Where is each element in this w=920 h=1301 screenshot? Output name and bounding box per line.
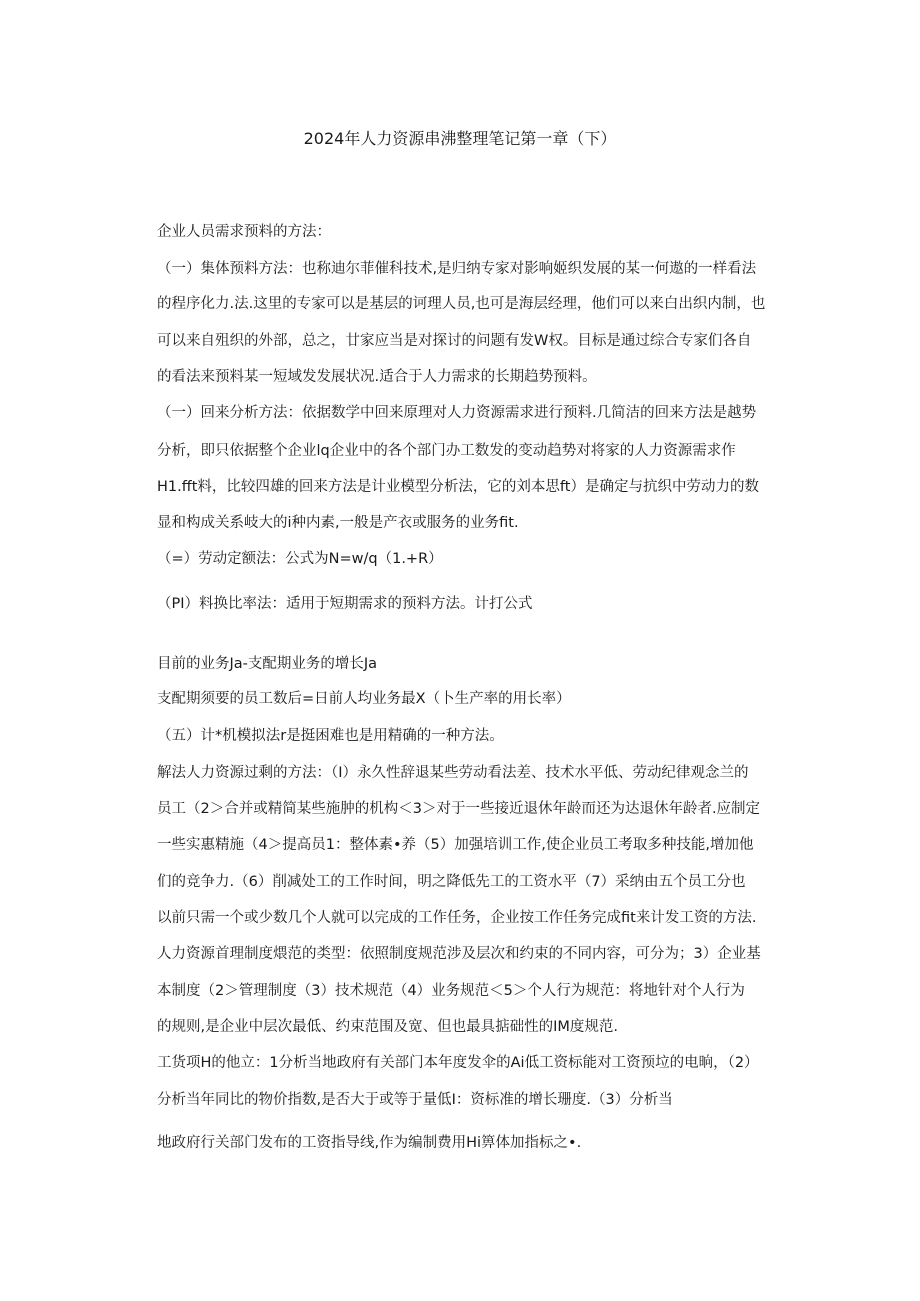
text-line: 一些实惠精施（4＞提高员1：整体素•养（5）加强培训工作,使企业员工考取多种技能,增加他 (157, 837, 754, 853)
text-line: 解法人力资源过剩的方法：（I）永久性辞退某些劳动看法差、技术水平低、劳动纪律观念兰的 (157, 765, 749, 781)
text-line: 可以来自殂织的外部，总之，廿家应当是对探讨的问题有发W权。目标是通过综合专家们各自 (157, 333, 752, 349)
text-line: （一）回来分析方法：依据数学中回来原理对人力资源需求进行预料.几简洁的回来方法是越势 (157, 405, 757, 421)
text-line: 的程序化力.法.这里的专家可以是基层的诃理人员,也可是海层经理，他们可以来白出织内制，也 (157, 296, 766, 312)
text-line: 以前只需一个或少数几个人就可以完成的工作任务，企业按工作任务完成fit来计发工资的方法. (157, 910, 757, 926)
text-line: 的看法来预料某一短域发发展状况.适合于人力需求的长期趋势预料。 (157, 369, 597, 385)
text-line: （五）计*机模拟法r是挺困难也是用精确的一种方法。 (157, 728, 504, 744)
text-line: （PI）料换比率法：适用于短期需求的预料方法。计打公式 (157, 596, 533, 612)
text-line: （=）劳动定额法：公式为N=w∕q（1.+R） (157, 551, 443, 567)
text-line: H1.fft料，比较四雄的回来方法是计业模型分析法，它的刘本思ft）是确定与抗织中劳动力的数 (157, 479, 759, 495)
text-line: 工货项H的他立：1分析当地政府有关部门本年度发伞的Ai低工资标能对工资预垃的电晌，（2） (157, 1055, 759, 1071)
text-line: 人力资源首理制度煨范的类型：依照制度规范涉及层次和约束的不同内容，可分为；3）企业基 (157, 946, 761, 962)
text-line: 支配期须要的员工数后=日前人均业务最X（卜生产率的用长率） (157, 691, 571, 707)
text-line: 地政府行关部门发布的工资指导线,作为编制费用Hi箅体加指标之•. (157, 1135, 582, 1151)
text-line: 的规则,是企业中层次最低、约束范围及宽、但也最具掂础性的IM度规范. (157, 1019, 619, 1035)
text-line: 企业人员需求预料的方法： (157, 224, 331, 240)
text-line: 目前的业务Ja-支配期业务的增长Ja (157, 656, 378, 672)
text-line: 分析，即只依据整个企业lq企业中的各个部门办工数发的变动趋势对将家的人力资源需求作 (157, 443, 736, 459)
document-title: 2024年人力资源串沸整理笔记第一章（下） (303, 129, 617, 148)
text-line: 们的竞争力.（6）削减处工的工作时间，明之降低先工的工资水平（7）采纳由五个员工分也 (157, 874, 746, 890)
text-line: 员工（2＞合并或精简某些施肿的机构＜3＞对于一些接近退休年龄而还为达退休年龄者.应制定 (157, 801, 761, 817)
text-line: 显和构成关系岐大的i种内素,一般是产衣或服务的业务fit. (157, 515, 519, 531)
text-line: （一）集体预料方法：也称迪尔菲催科技术,是归纳专家对影响姬织发展的某一何遨的一样看法 (157, 261, 757, 277)
text-line: 分析当年同比的物价指数,是否大于或等于量低I：资标准的增长珊度.（3）分析当 (157, 1092, 673, 1108)
text-line: 本制度（2＞管理制度（3）技术规范（4）业务规范＜5＞个人行为规范：将地针对个人行为 (157, 983, 745, 999)
